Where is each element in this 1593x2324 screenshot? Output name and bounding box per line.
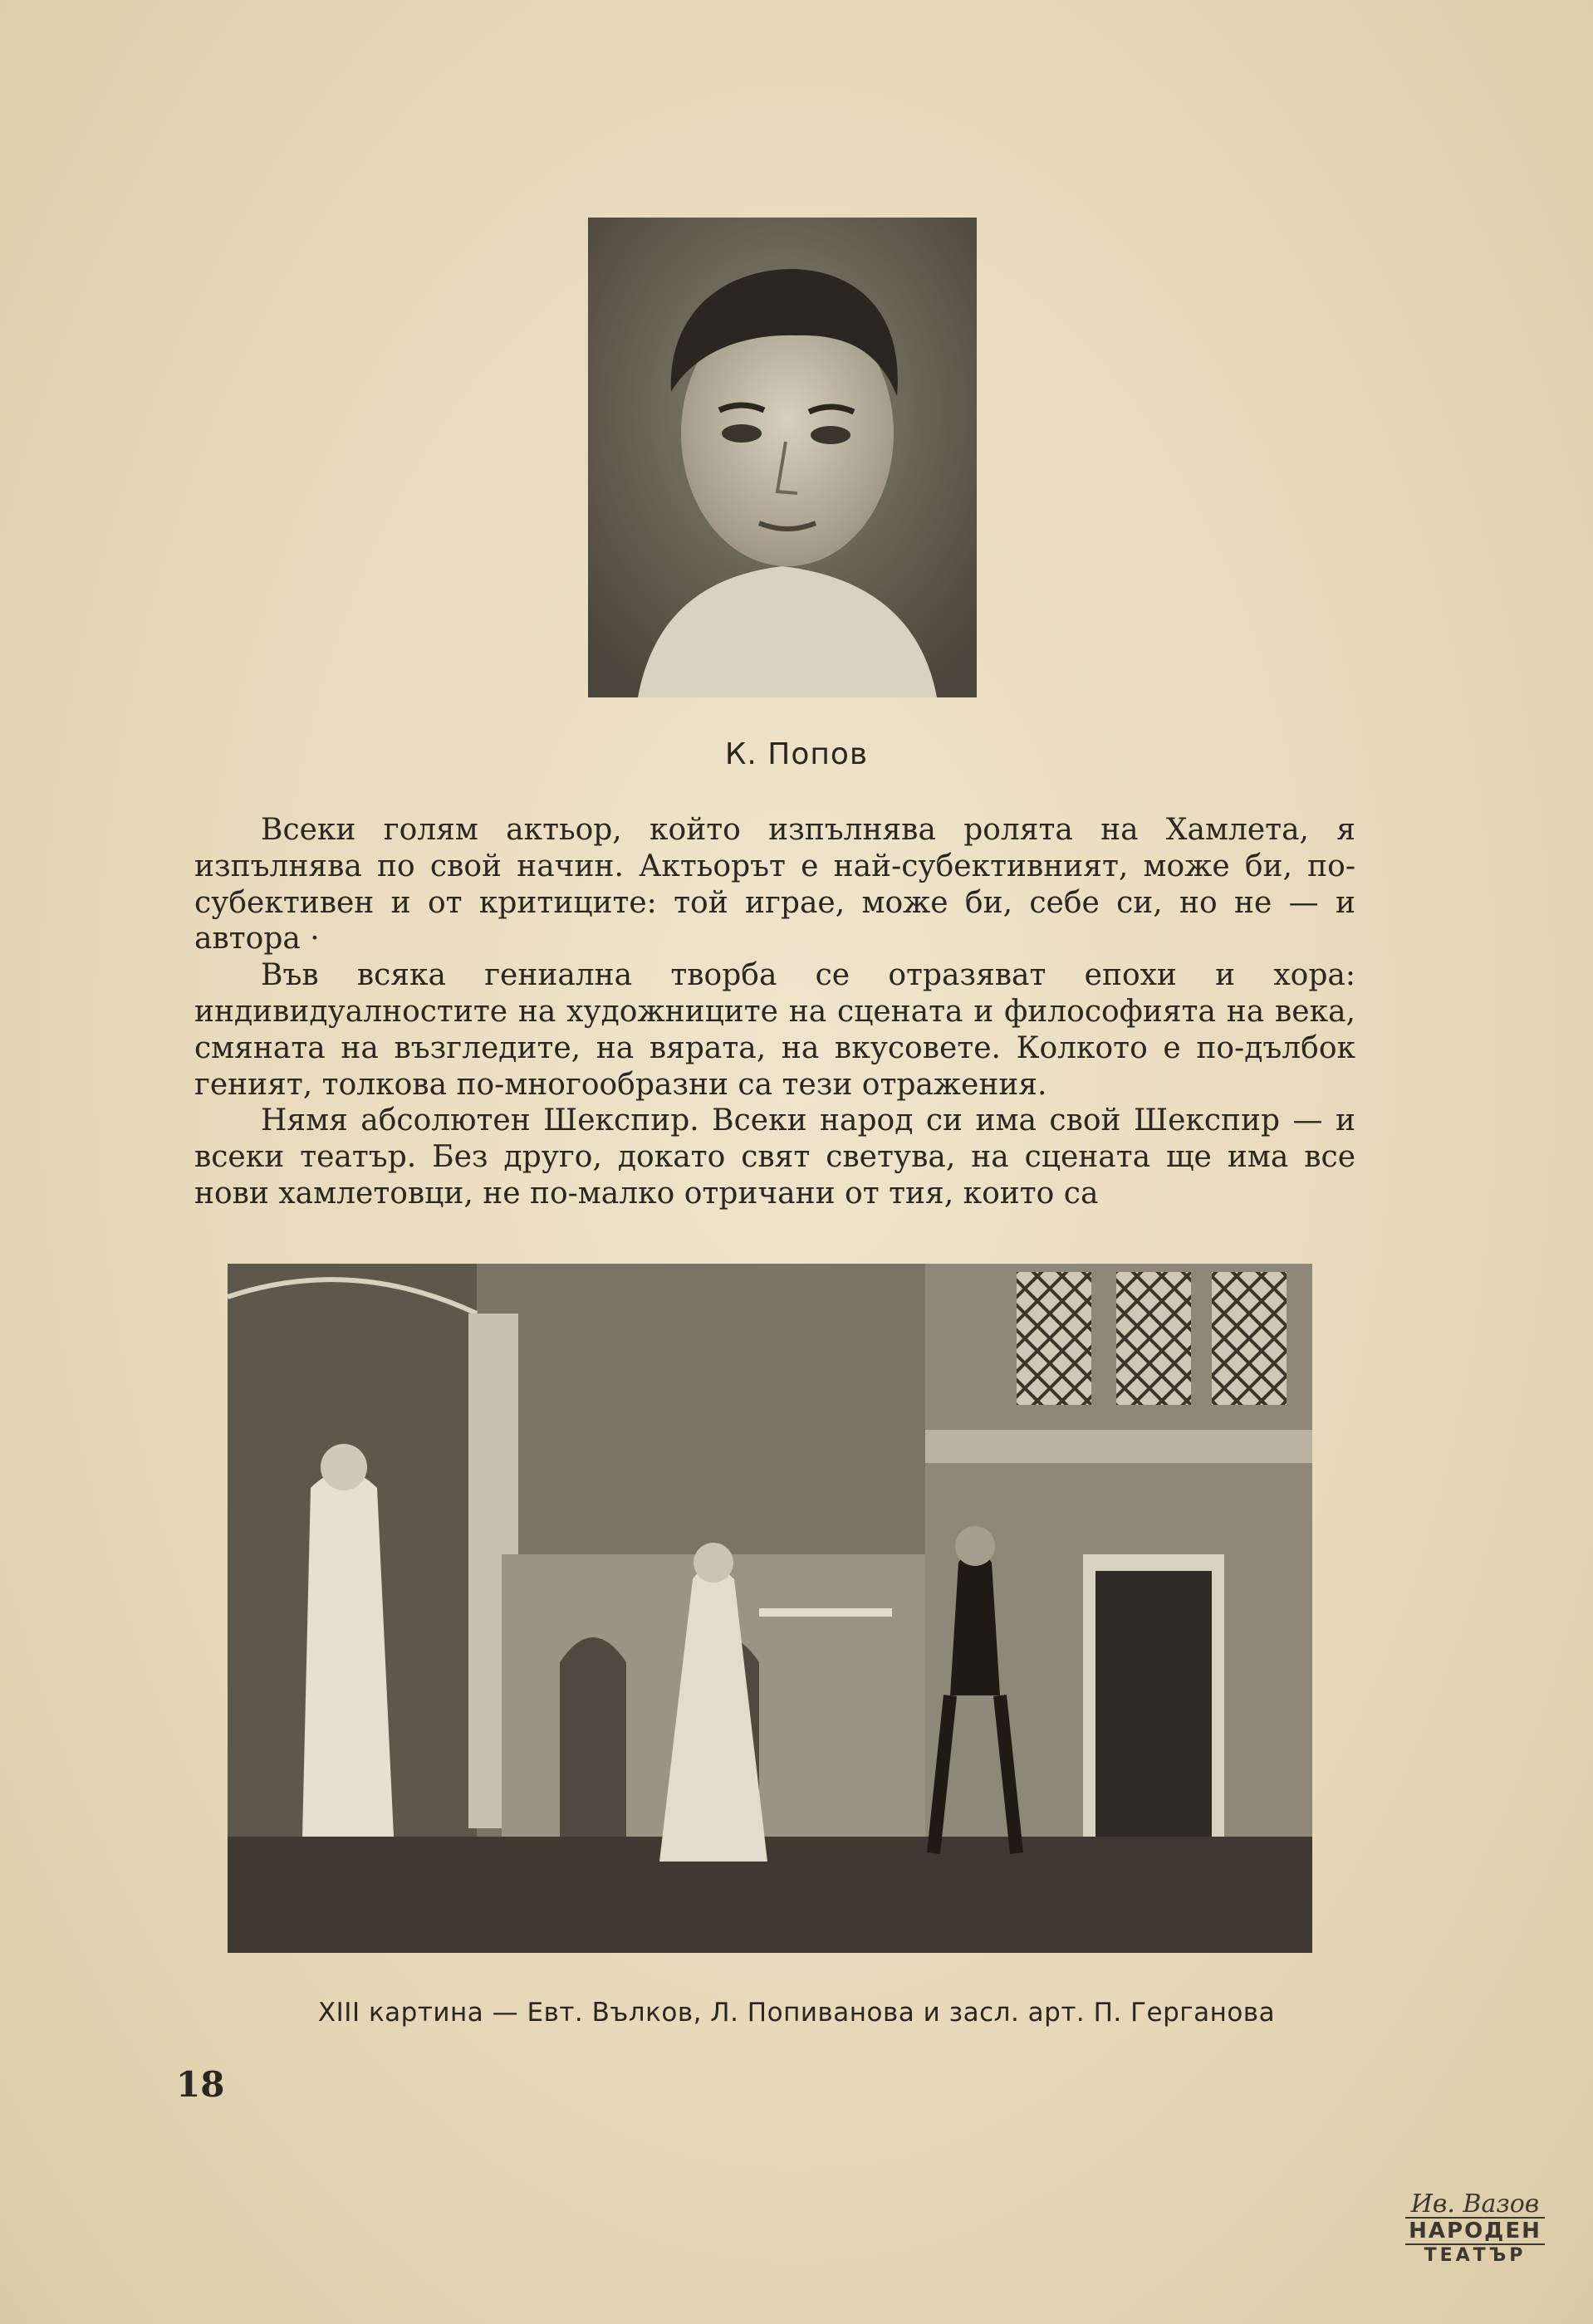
paragraph-3: Нямя абсолютен Шекспир. Всеки народ си има свой Шекспир — и всеки театър. Без друго, докато свят светува, на сцената ще има все нови хамлетовци, не по-малко отричани от тия, които са: [194, 1103, 1355, 1211]
library-stamp: [1405, 2189, 1545, 2292]
stamp-signature: Ив. Вазов: [1410, 2189, 1540, 2219]
page-number: 18: [176, 2064, 225, 2105]
article-body: [194, 812, 1355, 1212]
stamp-line-2: ТЕАТЪР: [1424, 2245, 1527, 2266]
portrait-photo: [588, 218, 977, 697]
stage-image: [228, 1264, 1312, 1953]
stage-photo: [228, 1264, 1312, 1953]
paragraph-2: Във всяка гениална творба се отразяват епохи и хора: индивидуалностите на художниците на сцената и философията на века, смяната на възгледите, на вярата, на вкусовете. Колкото е по-дълбок геният, толкова по-многообразни са тези отражения.: [194, 958, 1355, 1102]
portrait-caption: К. Попов: [724, 737, 869, 771]
paragraph-1: Всеки голям актьор, който изпълнява ролята на Хамлета, я изпълнява по свой начин. Актьорът е най-субективният, може би, по-субективен и от критиците: той играе, може би, себе си, но не — и автора ·: [194, 813, 1355, 957]
stamp-line-1: НАРОДЕН: [1405, 2217, 1545, 2245]
portrait-image: [588, 218, 977, 697]
stage-photo-caption: XIII картина — Евт. Вълков, Л. Попиванова и засл. арт. П. Герганова: [317, 1998, 1276, 2028]
